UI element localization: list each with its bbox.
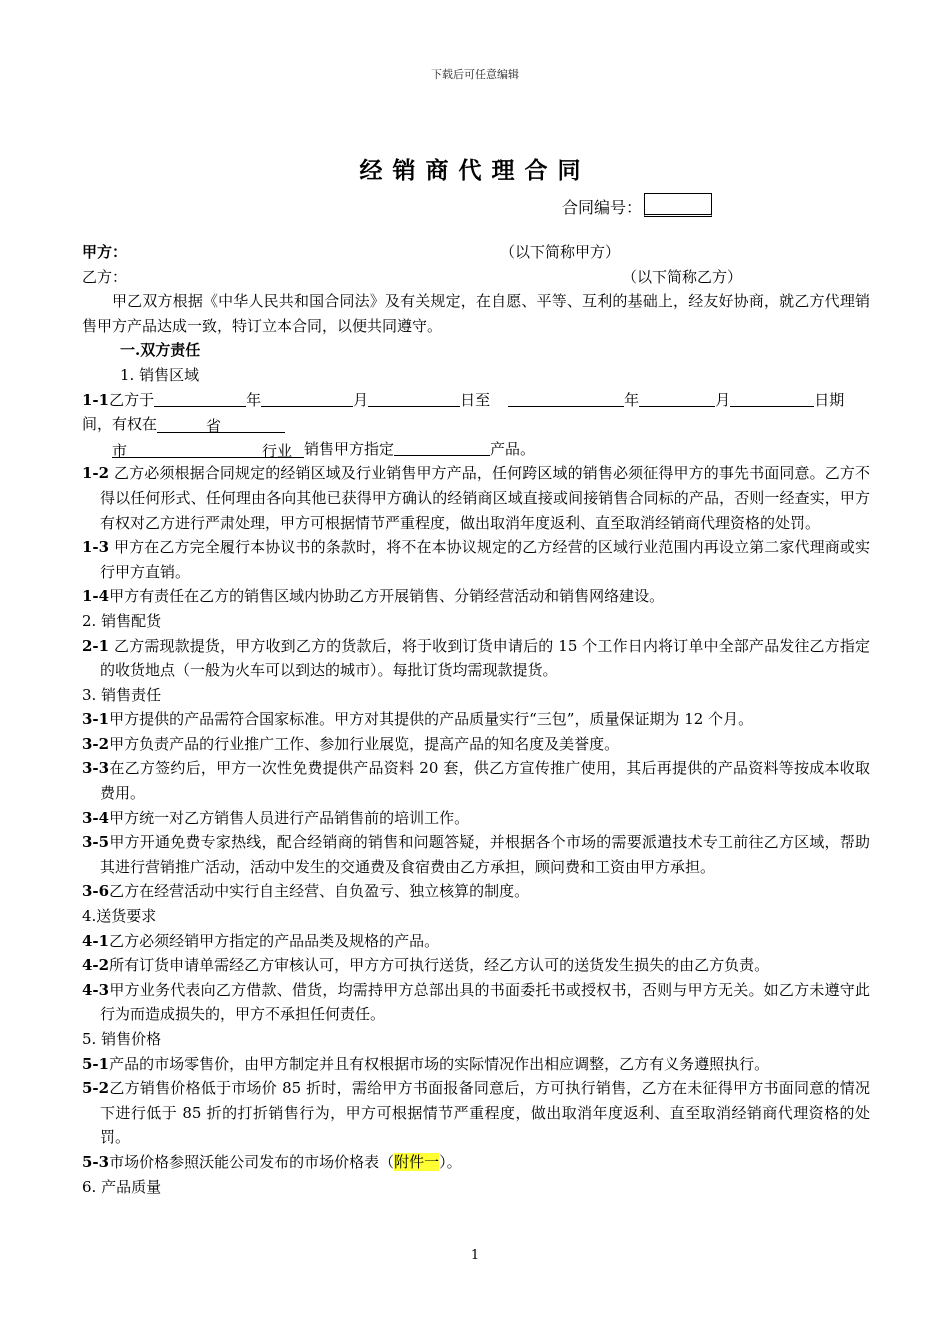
subsection-title-2: 2. 销售配货 [82,611,162,630]
attachment-link[interactable]: 附件一 [394,1152,440,1171]
blank-field[interactable] [508,388,624,407]
section-title-1: 一.双方责任 [120,341,201,360]
clause-3-3: 3-3在乙方签约后，甲方一次性免费提供产品资料 20 套，供乙方宣传推广使用，其后再提供的产品资料等按成本收取费用。 [82,759,870,803]
clause-3-6: 3-6乙方在经营活动中实行自主经营、自负盈亏、独立核算的制度。 [82,882,530,901]
subsection-title-1: 1. 销售区域 [120,365,200,384]
subsection-title-4: 4.送货要求 [82,907,157,926]
clause-3-2: 3-2甲方负责产品的行业推广工作、参加行业展览，提高产品的知名度及美誉度。 [82,734,620,753]
document-title: 经销商代理合同 [359,157,591,184]
party-b-abbr: （以下简称乙方） [622,267,743,286]
clause-3-4: 3-4甲方统一对乙方销售人员进行产品销售前的培训工作。 [82,808,470,827]
page-header: 下载后可任意编辑 [431,68,519,81]
party-a-row [82,240,870,265]
blank-field[interactable] [154,388,246,407]
clause-1-3: 1-3 甲方在乙方完全履行本协议书的条款时，将不在本协议规定的乙方经营的区域行业范围内再设立第二家代理商或实行甲方直销。 [82,538,870,581]
clause-3-5: 3-5甲方开通免费专家热线，配合经销商的销售和问题答疑，并根据各个市场的需要派遣技术专工前往乙方区域，帮助其进行营销推广活动，活动中发生的交通费及食宿费由乙方承担，顾问费和工资由甲方承担。 [82,833,870,876]
clause-5-3: 5-3市场价格参照沃能公司发布的市场价格表（附件一）。 [82,1152,462,1171]
clause-5-1: 5-1产品的市场零售价，由甲方制定并且有权根据市场的实际情况作出相应调整，乙方有义务遵照执行。 [82,1054,770,1073]
clause-number: 1-1 [82,390,110,409]
clause-5-2: 5-2乙方销售价格低于市场价 85 折时，需给甲方书面报备同意后，方可执行销售，乙方在未征得甲方书面同意的情况下进行低于 85 折的打折销售行为，甲方可根据情节严重程度，做出取消年度返利、直至取消经销商代理资格的处罚。 [82,1079,870,1147]
industry-field[interactable]: 行业 [262,439,304,458]
clause-1-1-line1: 1-1乙方于 年 月 日至 年 月 日期 [82,388,870,413]
province-field[interactable]: 省 [157,414,285,433]
clause-4-3: 4-3甲方业务代表向乙方借款、借货，均需持甲方总部出具的书面委托书或授权书，否则与甲方无关。如乙方未遵守此行为而造成损失的，甲方不承担任何责任。 [82,980,870,1024]
blank-field[interactable] [639,388,715,407]
page-number: 1 [470,1248,480,1263]
party-b-label: 乙方： [82,267,128,286]
subsection-title-3: 3. 销售责任 [82,685,162,704]
clause-1-1-line2: 间，有权在 省 [82,412,870,437]
party-a-abbr: （以下简称甲方） [500,243,621,261]
clause-3-1: 3-1甲方提供的产品需符合国家标准。甲方对其提供的产品质量实行“三包”，质量保证期为 12 个月。 [82,710,754,729]
intro-paragraph: 甲乙双方根据《中华人民共和国合同法》及有关规定，在自愿、平等、互利的基础上，经友好协商，就乙方代理销售甲方产品达成一致，特订立本合同，以便共同遵守。 [82,292,870,335]
contract-number [562,193,712,218]
clause-1-2: 1-2 乙方必须根据合同规定的经销区域及行业销售甲方产品，任何跨区域的销售必须征得甲方的事先书面同意。乙方不得以任何形式、任何理由各向其他已获得甲方确认的经销商区域直接或间接销售合同标的产品，否则一经查实，甲方有权对乙方进行严肃处理，甲方可根据情节严重程度，做出取消年度返利、直至取消经销商代理资格的处罚。 [82,464,870,532]
party-b-row [82,265,870,290]
blank-field[interactable] [261,388,353,407]
clause-4-2: 4-2所有订货申请单需经乙方审核认可，甲方方可执行送货，经乙方认可的送货发生损失的由乙方负责。 [82,956,770,975]
clause-1-4: 1-4甲方有责任在乙方的销售区域内协助乙方开展销售、分销经营活动和销售网络建设。 [82,587,665,606]
document-body [82,240,870,1199]
subsection-title-6: 6. 产品质量 [82,1177,162,1196]
clause-2-1: 2-1 乙方需现款提货，甲方收到乙方的货款后，将于收到订货申请后的 15 个工作日内将订单中全部产品发往乙方指定的收货地点（一般为火车可以到达的城市）。每批订货均需现款提货。 [82,636,870,680]
clause-4-1: 4-1乙方必须经销甲方指定的产品品类及规格的产品。 [82,931,440,950]
city-field[interactable]: 市 [112,439,262,458]
party-a-label: 甲方： [82,243,128,261]
product-field[interactable] [394,437,490,456]
clause-1-1-line3: 市 行业 销售甲方指定 产品。 [82,437,870,462]
contract-number-label: 合同编号： [562,198,643,217]
subsection-title-5: 5. 销售价格 [82,1030,162,1048]
contract-number-field[interactable] [644,193,712,217]
blank-field[interactable] [730,388,814,407]
blank-field[interactable] [368,388,460,407]
